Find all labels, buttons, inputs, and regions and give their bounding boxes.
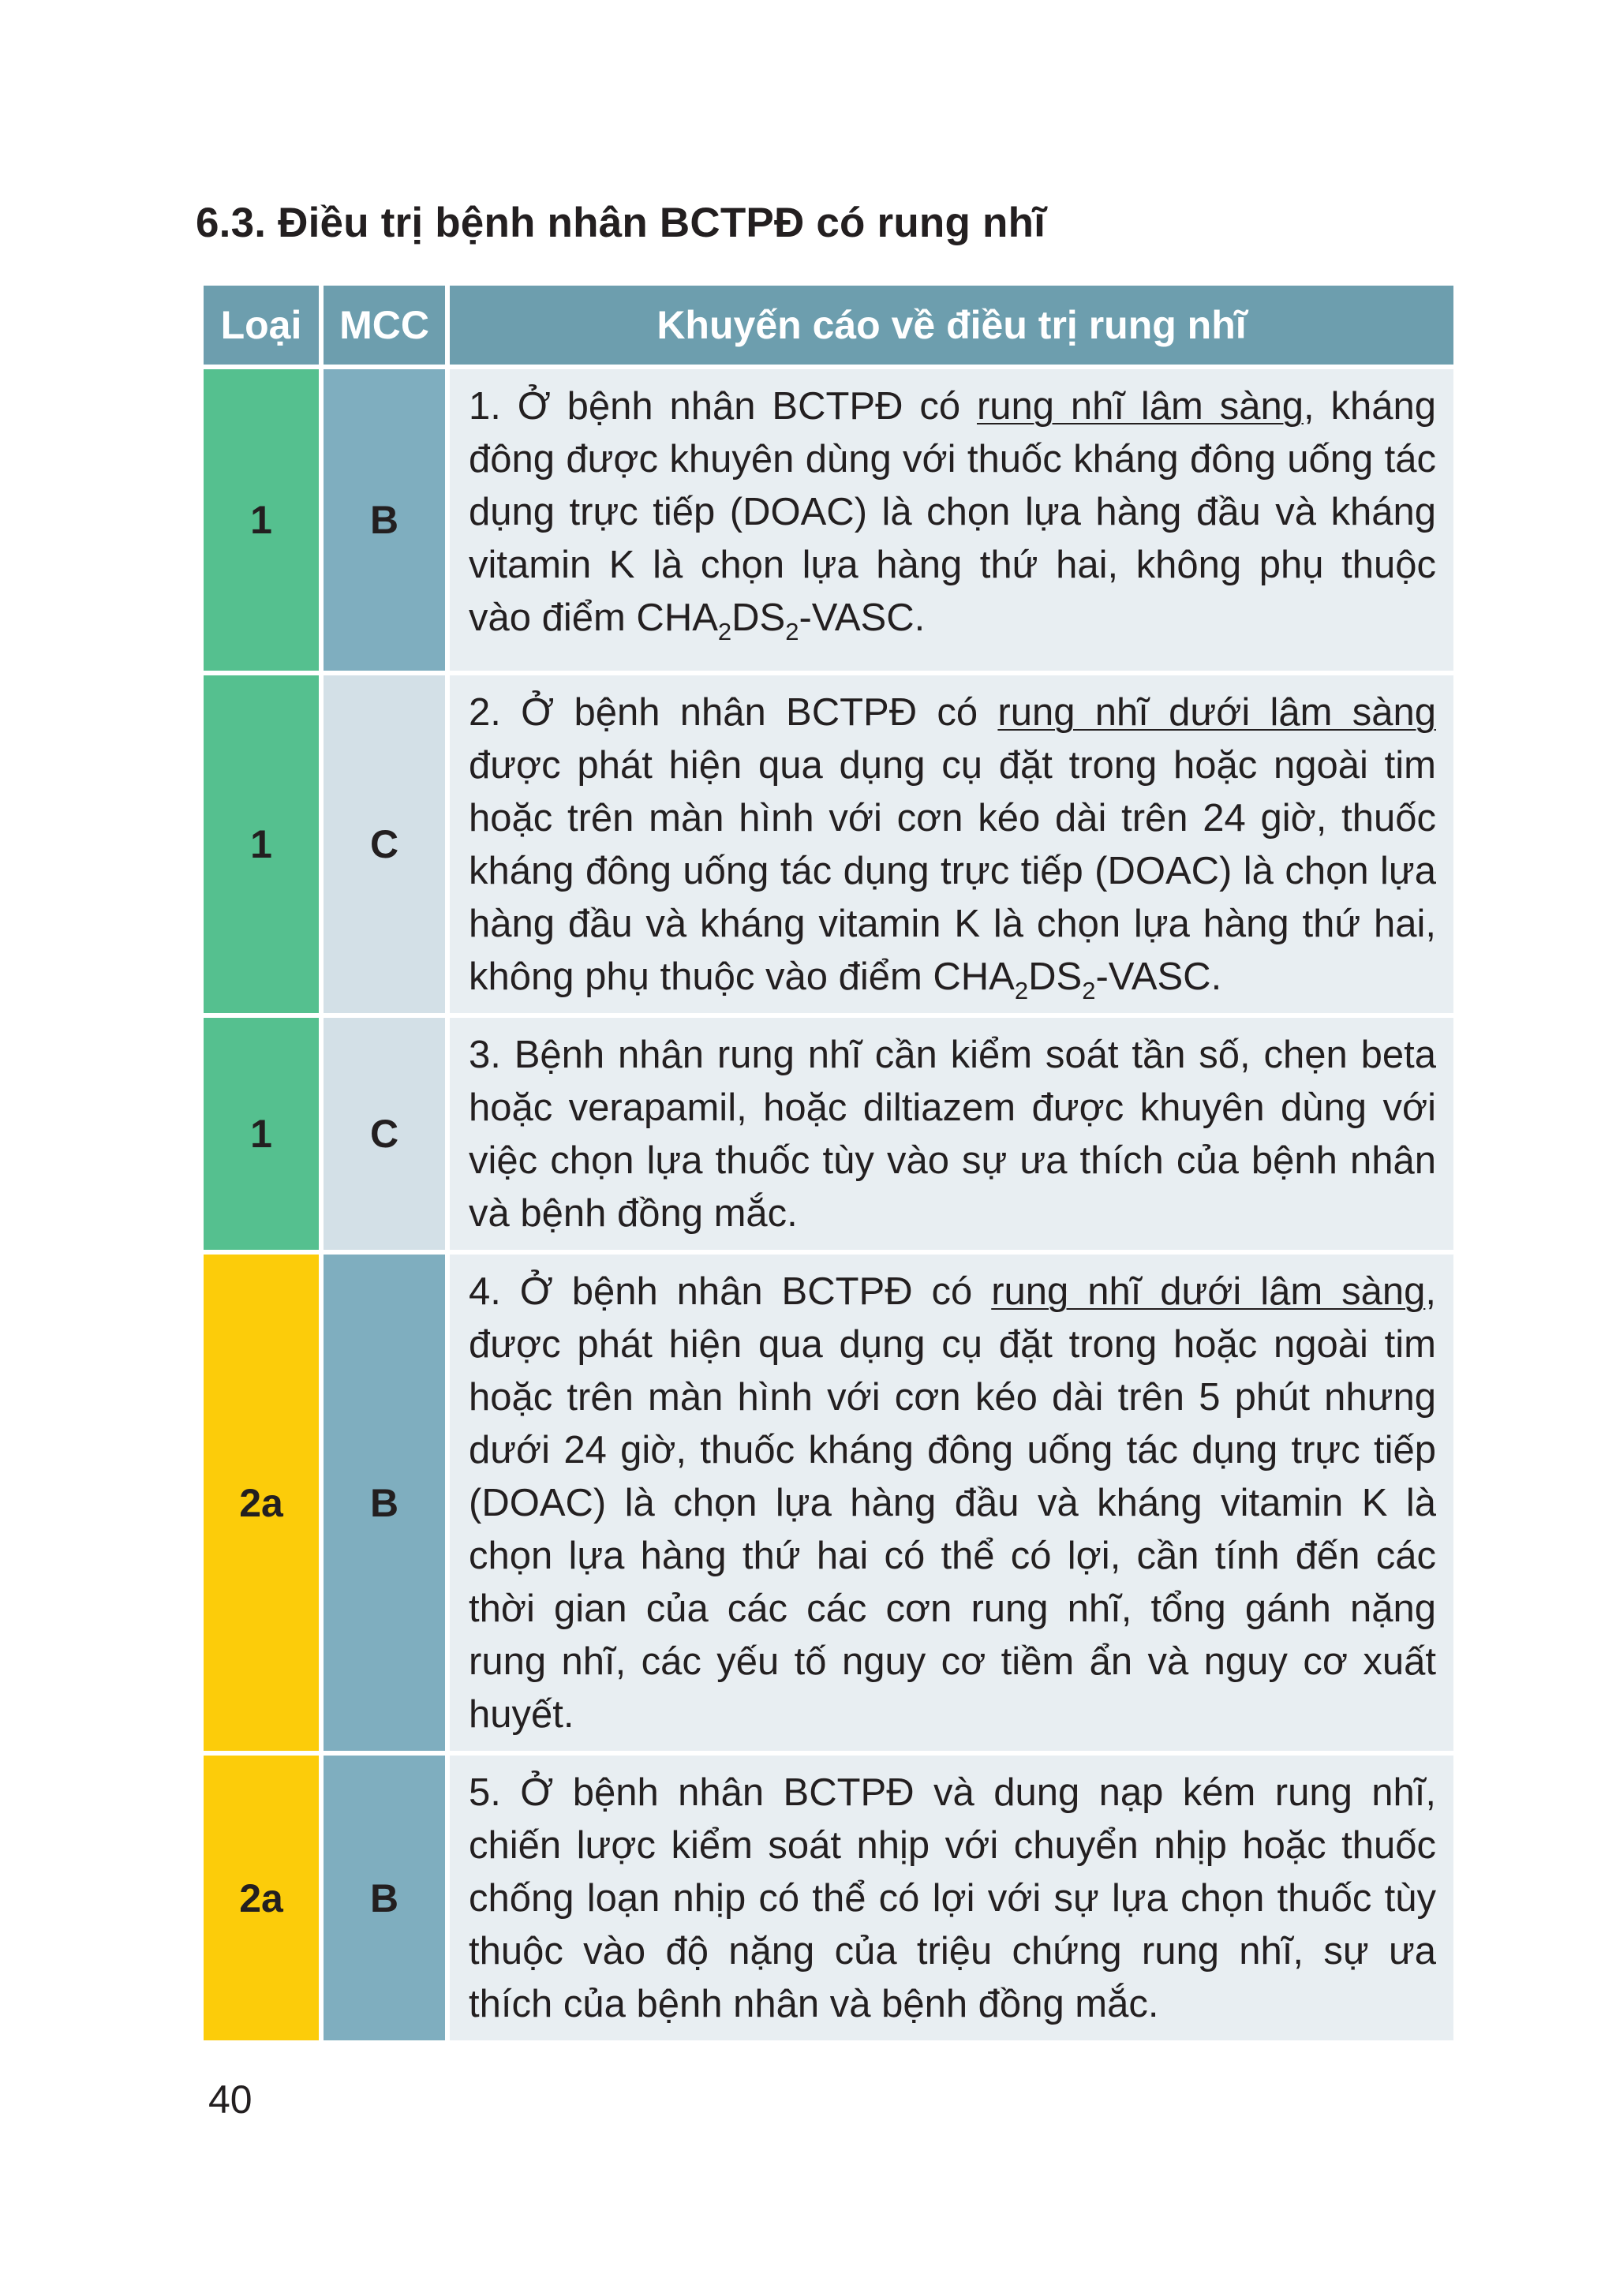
header-recommendation: Khuyến cáo về điều trị rung nhĩ [450, 286, 1453, 365]
class-cell: 1 [204, 1018, 319, 1250]
underlined-term: rung nhĩ dưới lâm sàng [991, 1270, 1426, 1313]
underlined-term: rung nhĩ lâm sàng [976, 385, 1304, 428]
table-row [204, 1018, 1453, 1250]
recommendation-text: 2. Ở bệnh nhân BCTPĐ có rung nhĩ dưới lâm sàng được phát hiện qua dụng cụ đặt trong hoặc ngoài tim hoặc trên màn hình với cơn kéo dài trên 24 giờ, thuốc kháng đông uống tác dụng trực tiếp (DOAC) là chọn lựa hàng đầu và kháng vitamin K là chọn lựa hàng thứ hai, không phụ thuộc vào điểm $CHA_2DS_2$-VASC. [450, 675, 1453, 1013]
section-title: 6.3. Điều trị bệnh nhân BCTPĐ có rung nhĩ [196, 200, 1046, 246]
level-of-evidence-cell: B [324, 369, 445, 671]
page-number: 40 [208, 2077, 252, 2122]
recommendation-text: 5. Ở bệnh nhân BCTPĐ và dung nạp kém rung nhĩ, chiến lược kiểm soát nhịp với chuyển nhịp hoặc thuốc chống loạn nhịp có thể có lợi với sự lựa chọn thuốc tùy thuộc vào độ nặng của triệu chứng rung nhĩ, sự ưa thích của bệnh nhân và bệnh đồng mắc. [450, 1756, 1453, 2040]
header-level-of-evidence: MCC [324, 286, 445, 365]
recommendation-table [199, 281, 1458, 2045]
class-cell: 2a [204, 1756, 319, 2040]
underlined-term: rung nhĩ dưới lâm sàng [997, 691, 1436, 734]
class-cell: 1 [204, 369, 319, 671]
header-class: Loại [204, 286, 319, 365]
table-row [204, 369, 1453, 671]
table-row [204, 1255, 1453, 1751]
table-row [204, 675, 1453, 1013]
level-of-evidence-cell: B [324, 1255, 445, 1751]
level-of-evidence-cell: C [324, 675, 445, 1013]
class-cell: 1 [204, 675, 319, 1013]
table-row [204, 1756, 1453, 2040]
recommendation-text: 1. Ở bệnh nhân BCTPĐ có rung nhĩ lâm sàng, kháng đông được khuyên dùng với thuốc kháng đông uống tác dụng trực tiếp (DOAC) là chọn lựa hàng đầu và kháng vitamin K là chọn lựa hàng thứ hai, không phụ thuộc vào điểm $CHA_2DS_2$-VASC. [450, 369, 1453, 671]
recommendation-text: 3. Bệnh nhân rung nhĩ cần kiểm soát tần số, chẹn beta hoặc verapamil, hoặc diltiazem được khuyên dùng với việc chọn lựa thuốc tùy vào sự ưa thích của bệnh nhân và bệnh đồng mắc. [450, 1018, 1453, 1250]
recommendation-text: 4. Ở bệnh nhân BCTPĐ có rung nhĩ dưới lâm sàng, được phát hiện qua dụng cụ đặt trong hoặc ngoài tim hoặc trên màn hình với cơn kéo dài trên 5 phút nhưng dưới 24 giờ, thuốc kháng đông uống tác dụng trực tiếp (DOAC) là chọn lựa hàng đầu và kháng vitamin K là chọn lựa hàng thứ hai có thể có lợi, cần tính đến các thời gian của các các cơn rung nhĩ, tổng gánh nặng rung nhĩ, các yếu tố nguy cơ tiềm ẩn và nguy cơ xuất huyết. [450, 1255, 1453, 1751]
table-header-row [204, 286, 1453, 365]
level-of-evidence-cell: B [324, 1756, 445, 2040]
class-cell: 2a [204, 1255, 319, 1751]
level-of-evidence-cell: C [324, 1018, 445, 1250]
